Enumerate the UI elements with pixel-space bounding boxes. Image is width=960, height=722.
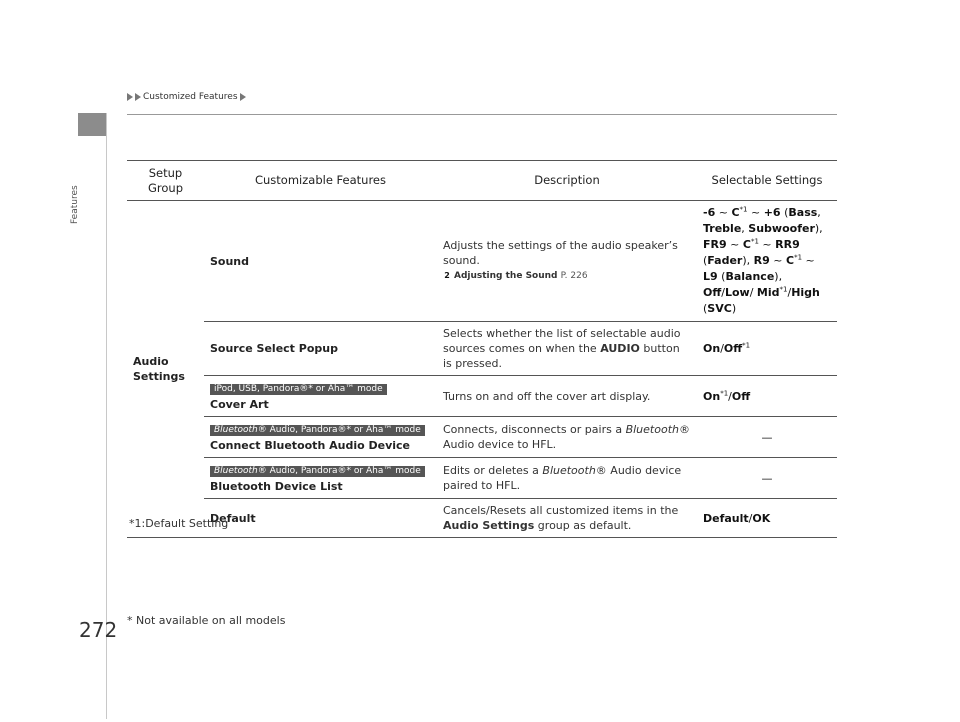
mode-badge <box>210 466 425 477</box>
badge-italic-text: Bluetooth® <box>214 466 267 476</box>
setting-separator: / <box>728 389 732 403</box>
description-text: Adjusts the settings of the audio speaker’s sound. <box>443 239 678 267</box>
feature-cover-art-cell <box>204 376 437 417</box>
setting-value: Mid <box>756 286 780 299</box>
table-row <box>127 322 837 376</box>
section-tab <box>78 113 107 136</box>
description-emphasis: Audio Settings <box>443 519 535 532</box>
description-text: group as default. <box>534 519 632 532</box>
table-row <box>127 499 837 538</box>
setting-separator: / <box>721 286 725 299</box>
setting-value: RR9 <box>775 238 800 251</box>
setting-separator: , <box>817 206 821 219</box>
setting-value: -6 <box>703 206 716 219</box>
settings-bluetooth-device-list: — <box>697 458 837 499</box>
description-italic: Bluetooth® <box>625 423 690 436</box>
badge-text: Audio, Pandora®* or Aha™ mode <box>266 466 421 476</box>
table-row <box>127 458 837 499</box>
feature-connect-bluetooth-cell <box>204 417 437 458</box>
setting-separator: / <box>787 286 792 299</box>
setting-value: Balance <box>725 270 775 283</box>
setting-value: Treble <box>703 222 742 235</box>
description-bluetooth-device-list <box>437 458 697 499</box>
footnote-marker: *1 <box>720 388 729 397</box>
settings-source-select-popup <box>697 322 837 376</box>
triangle-arrow-icon <box>135 93 141 101</box>
setting-separator: ), <box>814 222 823 235</box>
table-row <box>127 201 837 322</box>
setting-value: Off <box>703 286 722 299</box>
feature-cover-art: Cover Art <box>210 398 269 411</box>
setting-separator: ( <box>780 206 789 219</box>
header-customizable-features: Customizable Features <box>204 161 437 201</box>
settings-connect-bluetooth: — <box>697 417 837 458</box>
page-number: 272 <box>79 618 118 642</box>
description-text: Cancels/Resets all customized items in the <box>443 504 679 517</box>
description-text: Edits or deletes a <box>443 464 543 477</box>
description-cover-art: Turns on and off the cover art display. <box>437 376 697 417</box>
setting-value: Fader <box>707 254 743 267</box>
table-row <box>127 376 837 417</box>
setting-value: Default <box>703 511 749 525</box>
badge-italic-text: Bluetooth® <box>214 425 267 435</box>
settings-sound <box>697 201 837 322</box>
setting-separator: ~ <box>726 238 743 251</box>
setting-separator: ( <box>703 254 708 267</box>
setting-value: OK <box>752 511 771 525</box>
description-italic: Bluetooth® <box>542 464 607 477</box>
setting-value: Bass <box>788 206 818 219</box>
settings-table <box>127 160 837 538</box>
feature-default: Default <box>204 499 437 538</box>
description-text: Audio device paired to HFL. <box>443 464 682 492</box>
feature-source-select-popup: Source Select Popup <box>204 322 437 376</box>
description-text: button is pressed. <box>443 342 680 370</box>
mode-badge: iPod, USB, Pandora®* or Aha™ mode <box>210 384 387 395</box>
group-audio-settings: Audio Settings <box>127 201 204 538</box>
badge-text: Audio, Pandora®* or Aha™ mode <box>266 425 421 435</box>
setting-separator: ~ <box>747 206 764 219</box>
feature-bluetooth-device-list: Bluetooth Device List <box>210 480 343 493</box>
description-emphasis: AUDIO <box>600 342 640 355</box>
setting-separator: / <box>720 342 724 355</box>
footnote-marker: *1 <box>794 253 803 262</box>
setting-separator: ), <box>742 254 754 267</box>
footnote-marker: *1 <box>750 237 759 246</box>
reference-title: Adjusting the Sound <box>454 271 558 281</box>
setting-separator: ~ <box>802 254 815 267</box>
setting-separator: / <box>749 286 757 299</box>
default-setting-note: *1:Default Setting <box>129 517 229 530</box>
setting-separator: , <box>741 222 749 235</box>
breadcrumb-label[interactable]: Customized Features <box>143 92 238 102</box>
description-text: Connects, disconnects or pairs a <box>443 423 626 436</box>
triangle-arrow-icon <box>127 93 133 101</box>
setting-separator: ~ <box>769 254 786 267</box>
triangle-arrow-icon <box>240 93 246 101</box>
description-source-select-popup <box>437 322 697 376</box>
setting-value: Off <box>723 342 743 355</box>
breadcrumb <box>127 92 246 102</box>
setting-value: On <box>703 389 721 403</box>
availability-footnote: * Not available on all models <box>127 614 286 627</box>
setting-value: FR9 <box>703 238 727 251</box>
setting-value: On <box>703 342 721 355</box>
settings-cover-art <box>697 376 837 417</box>
setting-value: L9 <box>703 270 718 283</box>
setting-separator: ( <box>717 270 726 283</box>
description-text: Audio device to HFL. <box>443 438 557 451</box>
description-connect-bluetooth <box>437 417 697 458</box>
setting-value: Off <box>731 389 751 403</box>
feature-bluetooth-device-list-cell <box>204 458 437 499</box>
header-setup-group: Setup Group <box>127 161 204 201</box>
feature-connect-bluetooth-audio-device: Connect Bluetooth Audio Device <box>210 439 410 452</box>
footnote-marker: *1 <box>739 205 748 214</box>
description-sound <box>437 201 697 322</box>
setting-value: C <box>731 206 740 219</box>
reference-page: P. 226 <box>560 271 588 281</box>
footnote-marker: *1 <box>779 285 788 294</box>
description-default <box>437 499 697 538</box>
setting-separator: ) <box>731 302 737 315</box>
setting-value: High <box>791 286 820 299</box>
setting-separator: ~ <box>758 238 776 251</box>
table-header-row <box>127 161 837 201</box>
feature-sound: Sound <box>204 201 437 322</box>
setting-separator: ( <box>703 302 708 315</box>
setting-separator: ~ <box>715 206 732 219</box>
section-label: Features <box>70 185 80 224</box>
table-row <box>127 417 837 458</box>
mode-badge <box>210 425 425 436</box>
setting-value: Low <box>724 286 750 299</box>
setting-value: C <box>742 238 751 251</box>
setting-value: R9 <box>753 254 770 267</box>
header-description: Description <box>437 161 697 201</box>
cross-reference-link[interactable] <box>443 269 691 284</box>
settings-default <box>697 499 837 538</box>
setting-separator: / <box>748 511 753 525</box>
description-text: Selects whether the list of selectable audio sources comes on when the <box>443 327 681 355</box>
footnote-marker: *1 <box>742 341 751 350</box>
setting-separator: ), <box>774 270 783 283</box>
setting-value: SVC <box>707 302 732 315</box>
header-selectable-settings: Selectable Settings <box>697 161 837 201</box>
setting-value: Subwoofer <box>748 222 815 235</box>
setting-value: C <box>786 254 795 267</box>
reference-arrow-icon: 2 <box>444 271 450 280</box>
header-rule <box>127 114 837 115</box>
setting-value: +6 <box>763 206 781 219</box>
